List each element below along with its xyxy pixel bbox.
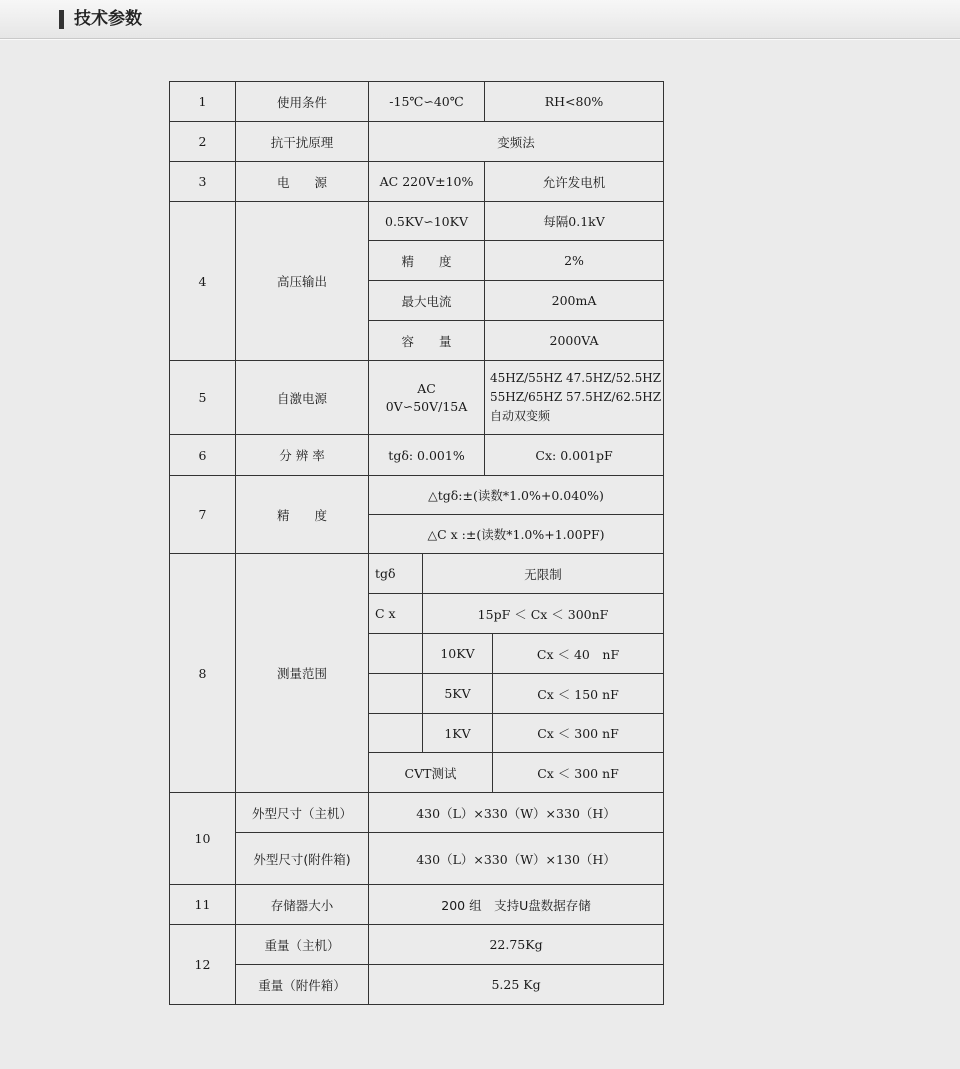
cell-value: △tgδ:±(读数*1.0%+0.040%) xyxy=(369,476,664,515)
cell-value: AC 220V±10% xyxy=(369,162,485,202)
cell-value: 2% xyxy=(485,241,664,281)
table-row xyxy=(170,202,664,241)
empty-cell xyxy=(369,634,423,674)
cell-value: 200mA xyxy=(485,281,664,321)
sub-label: CVT测试 xyxy=(369,753,493,793)
row-label: 抗干扰原理 xyxy=(236,122,369,162)
cell-value: 允许发电机 xyxy=(485,162,664,202)
row-number: 1 xyxy=(170,82,236,122)
table-row xyxy=(170,476,664,515)
empty-cell xyxy=(369,674,423,714)
row-number: 8 xyxy=(170,554,236,793)
table-row xyxy=(170,361,664,435)
table-row xyxy=(170,82,664,122)
row-number: 7 xyxy=(170,476,236,554)
row-label: 分 辨 率 xyxy=(236,435,369,476)
spec-table xyxy=(169,81,664,1005)
row-label: 重量（附件箱） xyxy=(236,965,369,1005)
table-row xyxy=(170,965,664,1005)
cell-value: 430（L）×330（W）×130（H） xyxy=(369,833,664,885)
row-number: 2 xyxy=(170,122,236,162)
row-number: 3 xyxy=(170,162,236,202)
cell-value: Cx ＜ 150 nF xyxy=(493,674,664,714)
page-title: 技术参数 xyxy=(74,9,142,29)
cell-value: Cx: 0.001pF xyxy=(485,435,664,476)
sub-label: 精 度 xyxy=(369,241,485,281)
cell-value: 15pF ＜ Cx ＜ 300nF xyxy=(423,594,664,634)
cell-value: 5.25 Kg xyxy=(369,965,664,1005)
cell-line: 自动双变频 xyxy=(490,409,551,423)
row-label: 测量范围 xyxy=(236,554,369,793)
row-label: 外型尺寸（主机） xyxy=(236,793,369,833)
row-number: 12 xyxy=(170,925,236,1005)
cell-line: 45HZ/55HZ 47.5HZ/52.5HZ xyxy=(490,371,662,385)
cell-value xyxy=(485,361,664,435)
sub-label: 0.5KV∽10KV xyxy=(369,202,485,241)
cell-line: AC xyxy=(417,380,436,396)
sub-label: tgδ xyxy=(369,554,423,594)
cell-line: 0V∽50V/15A xyxy=(385,398,468,414)
row-label: 使用条件 xyxy=(236,82,369,122)
cell-value: Cx ＜ 300 nF xyxy=(493,753,664,793)
cell-value: tgδ: 0.001% xyxy=(369,435,485,476)
sub-label: 10KV xyxy=(423,634,493,674)
row-number: 11 xyxy=(170,885,236,925)
table-row xyxy=(170,885,664,925)
cell-value: -15℃∽40℃ xyxy=(369,82,485,122)
table-row xyxy=(170,435,664,476)
row-number: 10 xyxy=(170,793,236,885)
table-row xyxy=(170,122,664,162)
header-marker-icon xyxy=(59,10,64,29)
cell-value: △C x :±(读数*1.0%+1.00PF) xyxy=(369,515,664,554)
row-label: 存储器大小 xyxy=(236,885,369,925)
row-label: 自激电源 xyxy=(236,361,369,435)
cell-value: 变频法 xyxy=(369,122,664,162)
row-number: 4 xyxy=(170,202,236,361)
row-label: 外型尺寸(附件箱) xyxy=(236,833,369,885)
table-row xyxy=(170,554,664,594)
row-label: 电 源 xyxy=(236,162,369,202)
cell-value: 每隔0.1kV xyxy=(485,202,664,241)
table-row xyxy=(170,833,664,885)
cell-value: 无限制 xyxy=(423,554,664,594)
row-number: 5 xyxy=(170,361,236,435)
table-row xyxy=(170,162,664,202)
row-number: 6 xyxy=(170,435,236,476)
table-row xyxy=(170,793,664,833)
empty-cell xyxy=(369,714,423,753)
cell-value: 22.75Kg xyxy=(369,925,664,965)
sub-label: 1KV xyxy=(423,714,493,753)
sub-label: 容 量 xyxy=(369,321,485,361)
cell-value: 200 组 支持U盘数据存储 xyxy=(369,885,664,925)
row-label: 高压输出 xyxy=(236,202,369,361)
cell-value: 430（L）×330（W）×330（H） xyxy=(369,793,664,833)
cell-value: Cx ＜ 40 nF xyxy=(493,634,664,674)
cell-value: 2000VA xyxy=(485,321,664,361)
cell-value: Cx ＜ 300 nF xyxy=(493,714,664,753)
sub-label: 5KV xyxy=(423,674,493,714)
row-label: 精 度 xyxy=(236,476,369,554)
sub-label: 最大电流 xyxy=(369,281,485,321)
row-label: 重量（主机） xyxy=(236,925,369,965)
cell-value: RH<80% xyxy=(485,82,664,122)
cell-line: 55HZ/65HZ 57.5HZ/62.5HZ xyxy=(490,390,662,404)
sub-label: C x xyxy=(369,594,423,634)
table-row xyxy=(170,925,664,965)
cell-value xyxy=(369,361,485,435)
section-header xyxy=(0,0,960,39)
